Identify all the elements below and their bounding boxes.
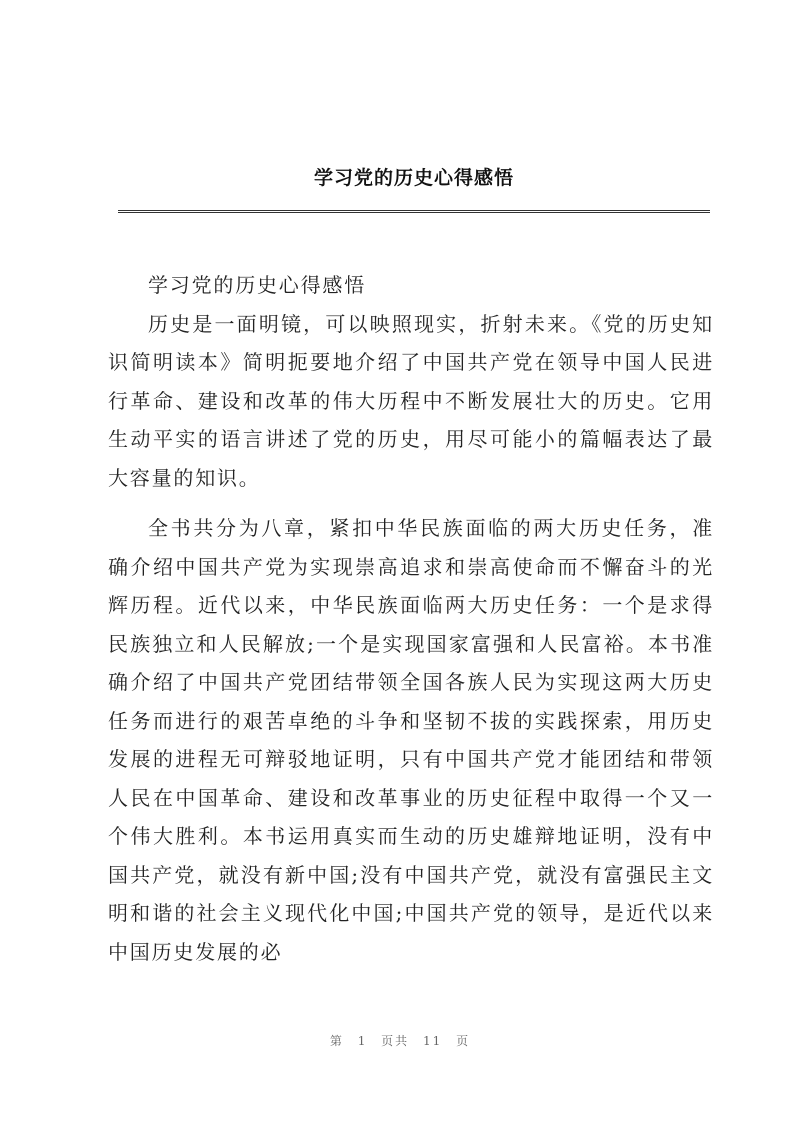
footer-total-pages: 11 xyxy=(423,1034,443,1048)
footer-suffix: 页 xyxy=(456,1034,471,1048)
paragraph-2: 全书共分为八章，紧扣中华民族面临的两大历史任务，准确介绍中国共产党为实现崇高追求和崇高使命而不懈奋斗的光辉历程。近代以来，中华民族面临两大历史任务：一个是求得民族独立和人民解放;一个是实现国家富强和人民富裕。本书准确介绍了中国共产党团结带领全国各族人民为实现这两大历史任务而进行的艰苦卓绝的斗争和坚韧不拔的实践探索，用历史发展的进程无可辩驳地证明，只有中国共产党才能团结和带领人民在中国革命、建设和改革事业的历史征程中取得一个又一个伟大胜利。本书运用真实而生动的历史雄辩地证明，没有中国共产党，就没有新中国;没有中国共产党，就没有富强民主文明和谐的社会主义现代化中国;中国共产党的领导，是近代以来中国历史发展的必 xyxy=(108,516,714,964)
page-footer xyxy=(0,1032,800,1049)
paragraph-1: 历史是一面明镜，可以映照现实，折射未来。《党的历史知识简明读本》简明扼要地介绍了中国共产党在领导中国人民进行革命、建设和改革的伟大历程中不断发展壮大的历史。它用生动平实的语言讲述了党的历史，用尽可能小的篇幅表达了最大容量的知识。 xyxy=(108,311,714,490)
document-title: 学习党的历史心得感悟 xyxy=(313,167,514,189)
footer-page-number: 1 xyxy=(357,1034,368,1048)
footer-prefix: 第 xyxy=(329,1034,344,1048)
footer-middle: 页共 xyxy=(381,1034,410,1048)
document-header xyxy=(118,160,710,196)
document-body xyxy=(108,266,714,971)
body-heading: 学习党的历史心得感悟 xyxy=(148,273,366,297)
title-divider xyxy=(118,210,710,213)
